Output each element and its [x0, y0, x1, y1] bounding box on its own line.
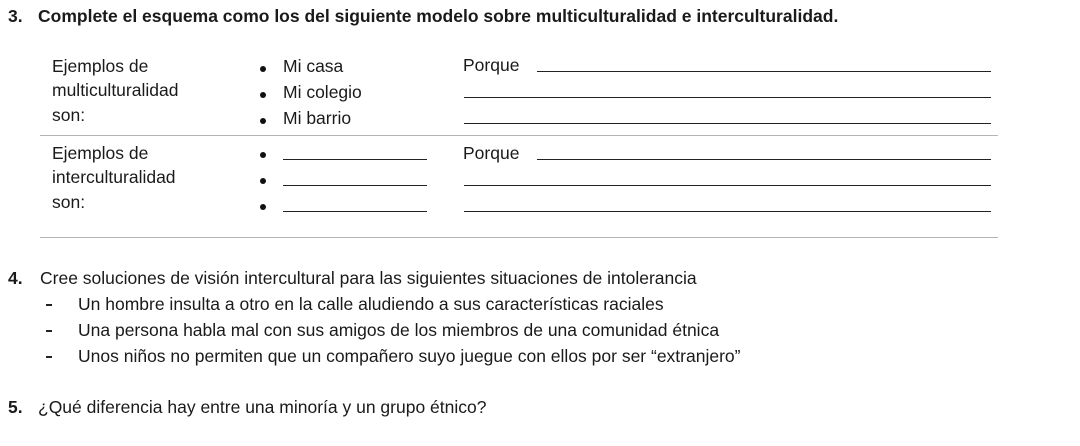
divider: [40, 135, 998, 136]
bullet-icon: [260, 178, 266, 184]
question-3-number: 3.: [8, 6, 23, 26]
question-5-number: 5.: [8, 397, 23, 417]
divider: [40, 237, 998, 238]
inter-item-answer-line-1[interactable]: [283, 159, 427, 160]
dash-bullet-icon: [46, 304, 52, 306]
question-4-number: 4.: [8, 268, 23, 288]
multi-reason-answer-line-2[interactable]: [464, 97, 991, 98]
situation-2: Una persona habla mal con sus amigos de los miembros de una comunidad étnica: [78, 320, 720, 340]
question-3-text: Complete el esquema como los del siguiente modelo sobre multiculturalidad e interculturalidad.: [38, 6, 839, 26]
inter-reason-label: Porque: [463, 143, 520, 163]
multi-label-line-2: multiculturalidad: [52, 80, 179, 100]
bullet-icon: [260, 152, 266, 158]
multi-label-line-1: Ejemplos de: [52, 56, 149, 76]
multi-item-3: Mi barrio: [283, 108, 352, 128]
inter-reason-answer-line-1[interactable]: [537, 159, 991, 160]
inter-label-line-2: interculturalidad: [52, 167, 176, 187]
multi-item-2: Mi colegio: [283, 82, 362, 102]
multi-label-line-3: son:: [52, 105, 86, 125]
inter-item-answer-line-2[interactable]: [283, 185, 427, 186]
dash-bullet-icon: [46, 330, 52, 332]
situation-3: Unos niños no permiten que un compañero suyo juegue con ellos por ser “extranjero”: [78, 346, 741, 366]
inter-reason-answer-line-3[interactable]: [464, 211, 991, 212]
multi-reason-answer-line-1[interactable]: [537, 71, 991, 72]
question-4-text: Cree soluciones de visión intercultural para las siguientes situaciones de intolerancia: [40, 268, 697, 288]
bullet-icon: [260, 118, 266, 124]
inter-reason-answer-line-2[interactable]: [464, 185, 991, 186]
multi-reason-answer-line-3[interactable]: [464, 123, 991, 124]
inter-label-line-3: son:: [52, 192, 86, 212]
multi-reason-label: Porque: [463, 55, 520, 75]
inter-label-line-1: Ejemplos de: [52, 143, 149, 163]
dash-bullet-icon: [46, 356, 52, 358]
bullet-icon: [260, 204, 266, 210]
question-5-text: ¿Qué diferencia hay entre una minoría y un grupo étnico?: [38, 397, 487, 417]
situation-1: Un hombre insulta a otro en la calle aludiendo a sus características raciales: [78, 294, 664, 314]
multi-item-1: Mi casa: [283, 56, 344, 76]
bullet-icon: [260, 66, 266, 72]
inter-item-answer-line-3[interactable]: [283, 211, 427, 212]
bullet-icon: [260, 92, 266, 98]
